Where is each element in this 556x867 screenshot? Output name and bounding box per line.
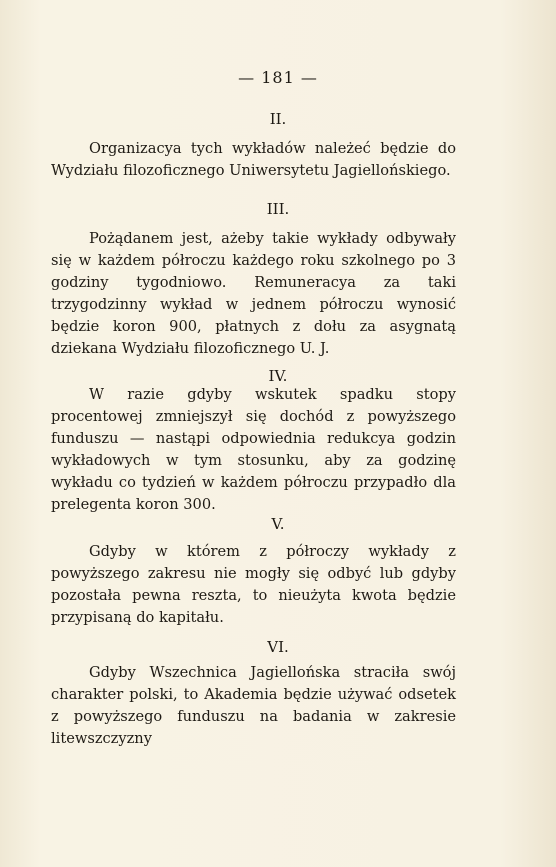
section-number-v: V. xyxy=(271,515,285,533)
section-number-ii: II. xyxy=(269,110,287,128)
section-text-iv: W razie gdyby wskutek spadku stopy procentowej zmniejszył się dochód z powyższego funduszu — nastąpi odpowiednia redukcya godzin wykładowych w tym stosunku, aby za godzinę wykładu co tydzień w każdem półroczu przypadło dla prelegenta koron 300. xyxy=(51,386,456,513)
section-text-iii: Pożądanem jest, ażeby takie wykłady odbywały się w każdem półroczu każdego roku szkolnego po 3 godziny tygodniowo. Remuneracya za taki trzygodzinny wykład w jednem półroczu wynosić będzie koron 900, płatnych z dołu za asygnatą dziekana Wydziału filozoficznego U. J. xyxy=(51,230,456,357)
section-text-vi: Gdyby Wszechnica Jagiellońska straciła swój charakter polski, to Akademia będzie używać odsetek z powyższego funduszu na badania w zakresie litewszczyzny xyxy=(51,664,456,747)
section-text-v: Gdyby w którem z półroczy wykłady z powyższego zakresu nie mogły się odbyć lub gdyby pozostała pewna reszta, to nieużyta kwota będzie przypisaną do kapitału. xyxy=(51,543,456,626)
section-text-ii: Organizacya tych wykładów należeć będzie do Wydziału filozoficznego Uniwersytetu Jagiellońskiego. xyxy=(51,140,456,179)
section-number-iv: IV. xyxy=(268,367,288,385)
page-number-header: — 181 — xyxy=(238,68,318,87)
section-number-iii: III. xyxy=(266,200,290,218)
section-number-vi: VI. xyxy=(267,638,289,656)
